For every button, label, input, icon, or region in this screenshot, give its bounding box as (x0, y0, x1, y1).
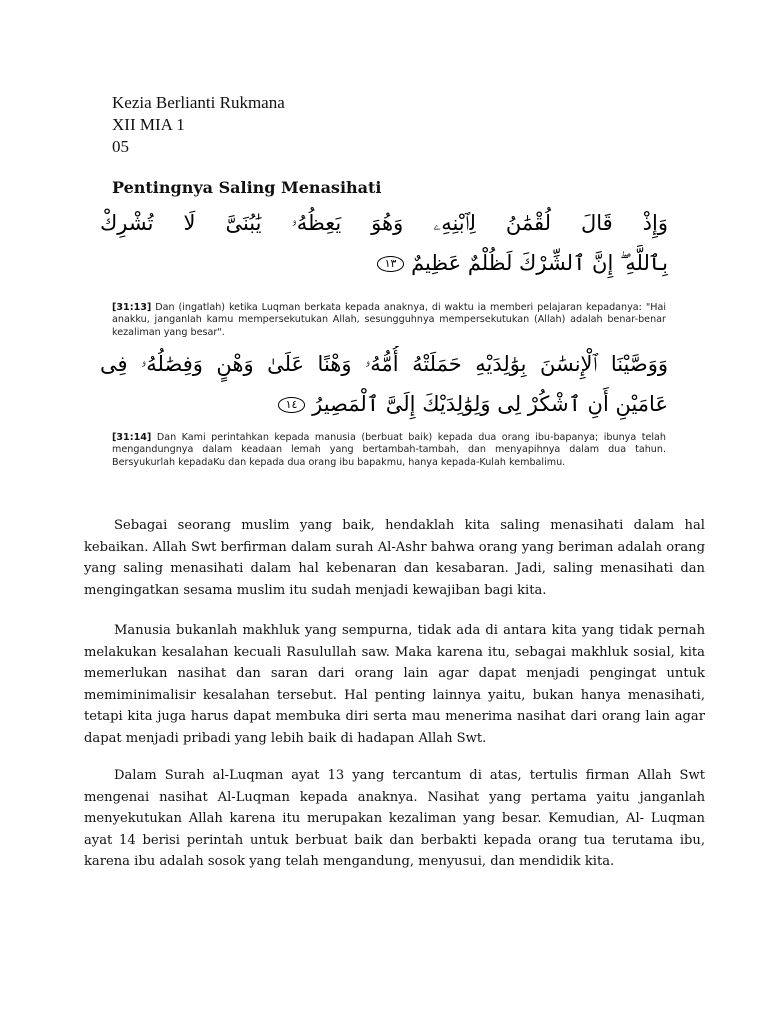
paragraph-1: Sebagai seorang muslim yang baik, hendaklah kita saling menasihati dalam hal kebaikan. Allah Swt berfirman dalam surah Al-Ashr bahwa orang yang beriman adalah orang yang saling menasihati dalam hal kebenaran dan kesabaran. Jadi, saling menasihati dan mengingatkan sesama muslim itu sudah menjadi kewajiban bagi kita. (84, 518, 705, 598)
author-header (112, 92, 285, 158)
verse-14-translation-text: Dan Kami perintahkan kepada manusia (berbuat baik) kepada dua orang ibu-bapanya; ibunya telah mengandungnya dalam keadaan lemah yang bertambah-tambah, dan menyapihnya dalam dua tahun. Bersyukurlah kepadaKu dan kepada dua orang ibu bapakmu, hanya kepada-Kulah kembalimu. (112, 432, 666, 468)
ayah-13-marker: ١٣ (377, 256, 405, 272)
verse-14-translation (112, 432, 666, 469)
verse-14-arabic-line-1: وَوَصَّيْنَا ٱلْإِنسَٰنَ بِوَٰلِدَيْهِ حَمَلَتْهُ أُمُّهُۥ وَهْنًا عَلَىٰ وَهْنٍ وَفِصَٰلُهُۥ فِى (100, 352, 668, 376)
paragraph-3: Dalam Surah al-Luqman ayat 13 yang tercantum di atas, tertulis firman Allah Swt mengenai nasihat Al-Luqman kepada anaknya. Nasihat yang pertama yaitu janganlah menyekutukan Allah karena itu merupakan kezaliman yang besar. Kemudian, Al- Luqman ayat 14 berisi perintah untuk berbuat baik dan berbakti kepada orang tua terutama ibu, karena ibu adalah sosok yang telah mengandung, menyusui, dan mendidik kita. (84, 768, 705, 869)
paragraph-2: Manusia bukanlah makhluk yang sempurna, tidak ada di antara kita yang tidak pernah melakukan kesalahan kecuali Rasulullah saw. Maka karena itu, sebagai makhluk sosial, kita memerlukan nasihat dan saran dari orang lain agar dapat menjadi pengingat untuk memiminimalisir kesalahan tersebut. Hal penting lainnya yaitu, bukan hanya menasihati, tetapi kita juga harus dapat membuka diri serta mau menerima nasihat dari orang lain agar dapat menjadi pribadi yang lebih baik di hadapan Allah Swt. (84, 623, 705, 746)
verse-13-translation (112, 302, 666, 339)
verse-13-ref: [31:13] (112, 302, 152, 313)
verse-13-arabic-line-2 (100, 245, 668, 281)
author-name: Kezia Berlianti Rukmana (112, 93, 285, 112)
verse-13-arabic-line-1: وَإِذْ قَالَ لُقْمَٰنُ لِٱبْنِهِۦ وَهُوَ يَعِظُهُۥ يَٰبُنَىَّ لَا تُشْرِكْ (100, 211, 668, 235)
verse-14-arabic-line-2 (100, 385, 668, 423)
author-number: 05 (112, 137, 129, 156)
ayah-14-marker: ١٤ (278, 397, 306, 413)
verse-13-translation-text: Dan (ingatlah) ketika Luqman berkata kepada anaknya, di waktu ia memberi pelajaran kepadanya: "Hai anakku, janganlah kamu mempersekutukan Allah, sesungguhnya mempersekutukan (Allah) adalah benar-benar kezaliman yang besar". (112, 302, 666, 338)
author-class: XII MIA 1 (112, 115, 185, 134)
verse-13-arabic-text: بِٱللَّهِ ۖ إِنَّ ٱلشِّرْكَ لَظُلْمٌ عَظِيمٌ (411, 251, 668, 275)
document-title: Pentingnya Saling Menasihati (112, 178, 382, 197)
verse-14-arabic-text: عَامَيْنِ أَنِ ٱشْكُرْ لِى وَلِوَٰلِدَيْكَ إِلَىَّ ٱلْمَصِيرُ (312, 392, 668, 416)
verse-14-ref: [31:14] (112, 432, 152, 443)
